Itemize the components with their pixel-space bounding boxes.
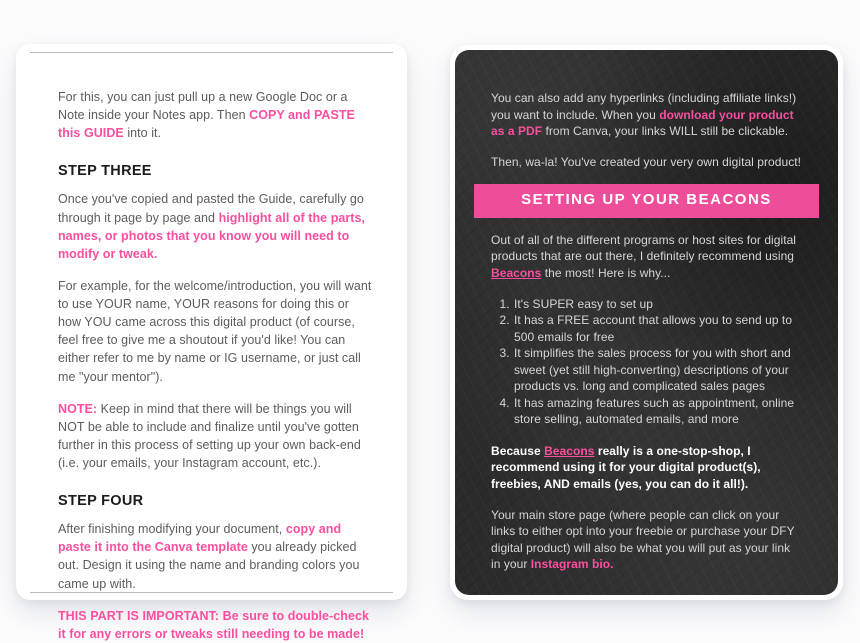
paragraph-text: For this, you can just pull up a new Google Doc or a Note inside your Notes app. Then <box>58 90 348 123</box>
canva-template-highlight: copy and paste it into the Canva template <box>58 522 342 555</box>
step-three-heading: STEP THREE <box>58 163 152 180</box>
paragraph-example: For example, for the welcome/introduction, you will want to use YOUR name, YOUR reasons for doing this or how YOU came across this digital product (of course, feel free to give me a shoutout if you'd like! You can either refer to me by name or IG username, or just call me "your mentor"). <box>58 278 372 384</box>
paragraph-text: into it. <box>123 126 162 141</box>
guide-page-left <box>16 44 407 641</box>
beacons-link[interactable]: Beacons <box>544 443 595 458</box>
section-banner: SETTING UP YOUR BEACONS <box>474 184 819 218</box>
list-item: 3. It simplifies the sales process for you with short and sweet (yet still high-converting) descriptions of your products vs. long and complicated sales pages <box>513 345 802 395</box>
beacons-link[interactable]: Beacons <box>491 265 542 280</box>
paragraph-wala: Then, wa-la! You've created your very own digital product! <box>491 154 802 169</box>
paragraph-intro <box>58 88 374 142</box>
paragraph-recommendation <box>491 443 802 493</box>
paragraph-hyperlinks <box>491 90 802 140</box>
highlight-instruction: highlight all of the parts, names, or photos that you know you will need to modify or tweak. <box>58 210 366 261</box>
paragraph-text: you already picked out. Design it using the name and branding colors you came up with. <box>58 540 360 591</box>
paragraph-text: from Canva, your links WILL still be clickable. <box>542 124 789 139</box>
left-page-body <box>16 44 407 641</box>
paragraph-note <box>58 400 374 473</box>
paragraph-text: Out of all of the different programs or host sites for digital products that are out there, I definitely recommend using <box>491 232 797 264</box>
paragraph-text: the most! Here is why... <box>541 265 671 280</box>
paragraph-important: THIS PART IS IMPORTANT: Be sure to double-check it for any errors or tweaks still needing to be made! <box>58 608 369 641</box>
paragraph-text: You can also add any hyperlinks (including affiliate links!) you want to include. When you <box>491 91 797 122</box>
paragraph-text: Once you've copied and pasted the Guide, carefully go through it page by page and <box>58 192 364 225</box>
paragraph-text: Keep in mind that there will be things you will NOT be able to include and finalize until you've gotten further in this process of setting up your own back-end (i.e. your emails, your Instagram account, etc.). <box>58 401 361 471</box>
beacons-benefits-list <box>491 296 802 428</box>
instagram-bio-highlight: Instagram bio. <box>530 557 614 572</box>
guide-page-right <box>450 45 843 600</box>
paragraph-programs <box>491 232 802 282</box>
paragraph-text: After finishing modifying your document, <box>58 522 286 537</box>
copy-paste-highlight: COPY and PASTE this GUIDE <box>58 108 355 141</box>
list-item: 4. It has amazing features such as appointment, online store selling, automated emails, and more <box>513 395 802 428</box>
right-page-body <box>455 50 838 595</box>
step-four-heading: STEP FOUR <box>58 493 144 510</box>
paragraph-step-three <box>58 190 374 263</box>
paragraph-text: really is a one-stop-shop, I recommend using it for your digital product(s), freebies, AND emails (yes, you can do it all!). <box>491 443 761 491</box>
list-item: 1. It's SUPER easy to set up <box>513 296 802 313</box>
paragraph-store-page <box>491 507 802 573</box>
paragraph-text: Your main store page (where people can click on your links to either opt into your freebie or purchase your DFY digital product) will also be what you will put as your link in your <box>491 507 795 572</box>
paragraph-text: Because <box>491 443 545 458</box>
paragraph-step-four <box>58 520 374 593</box>
note-label: NOTE: <box>58 401 98 416</box>
download-pdf-highlight: download your product as a PDF <box>491 107 794 139</box>
list-item: 2. It has a FREE account that allows you to send up to 500 emails for free <box>513 312 802 345</box>
